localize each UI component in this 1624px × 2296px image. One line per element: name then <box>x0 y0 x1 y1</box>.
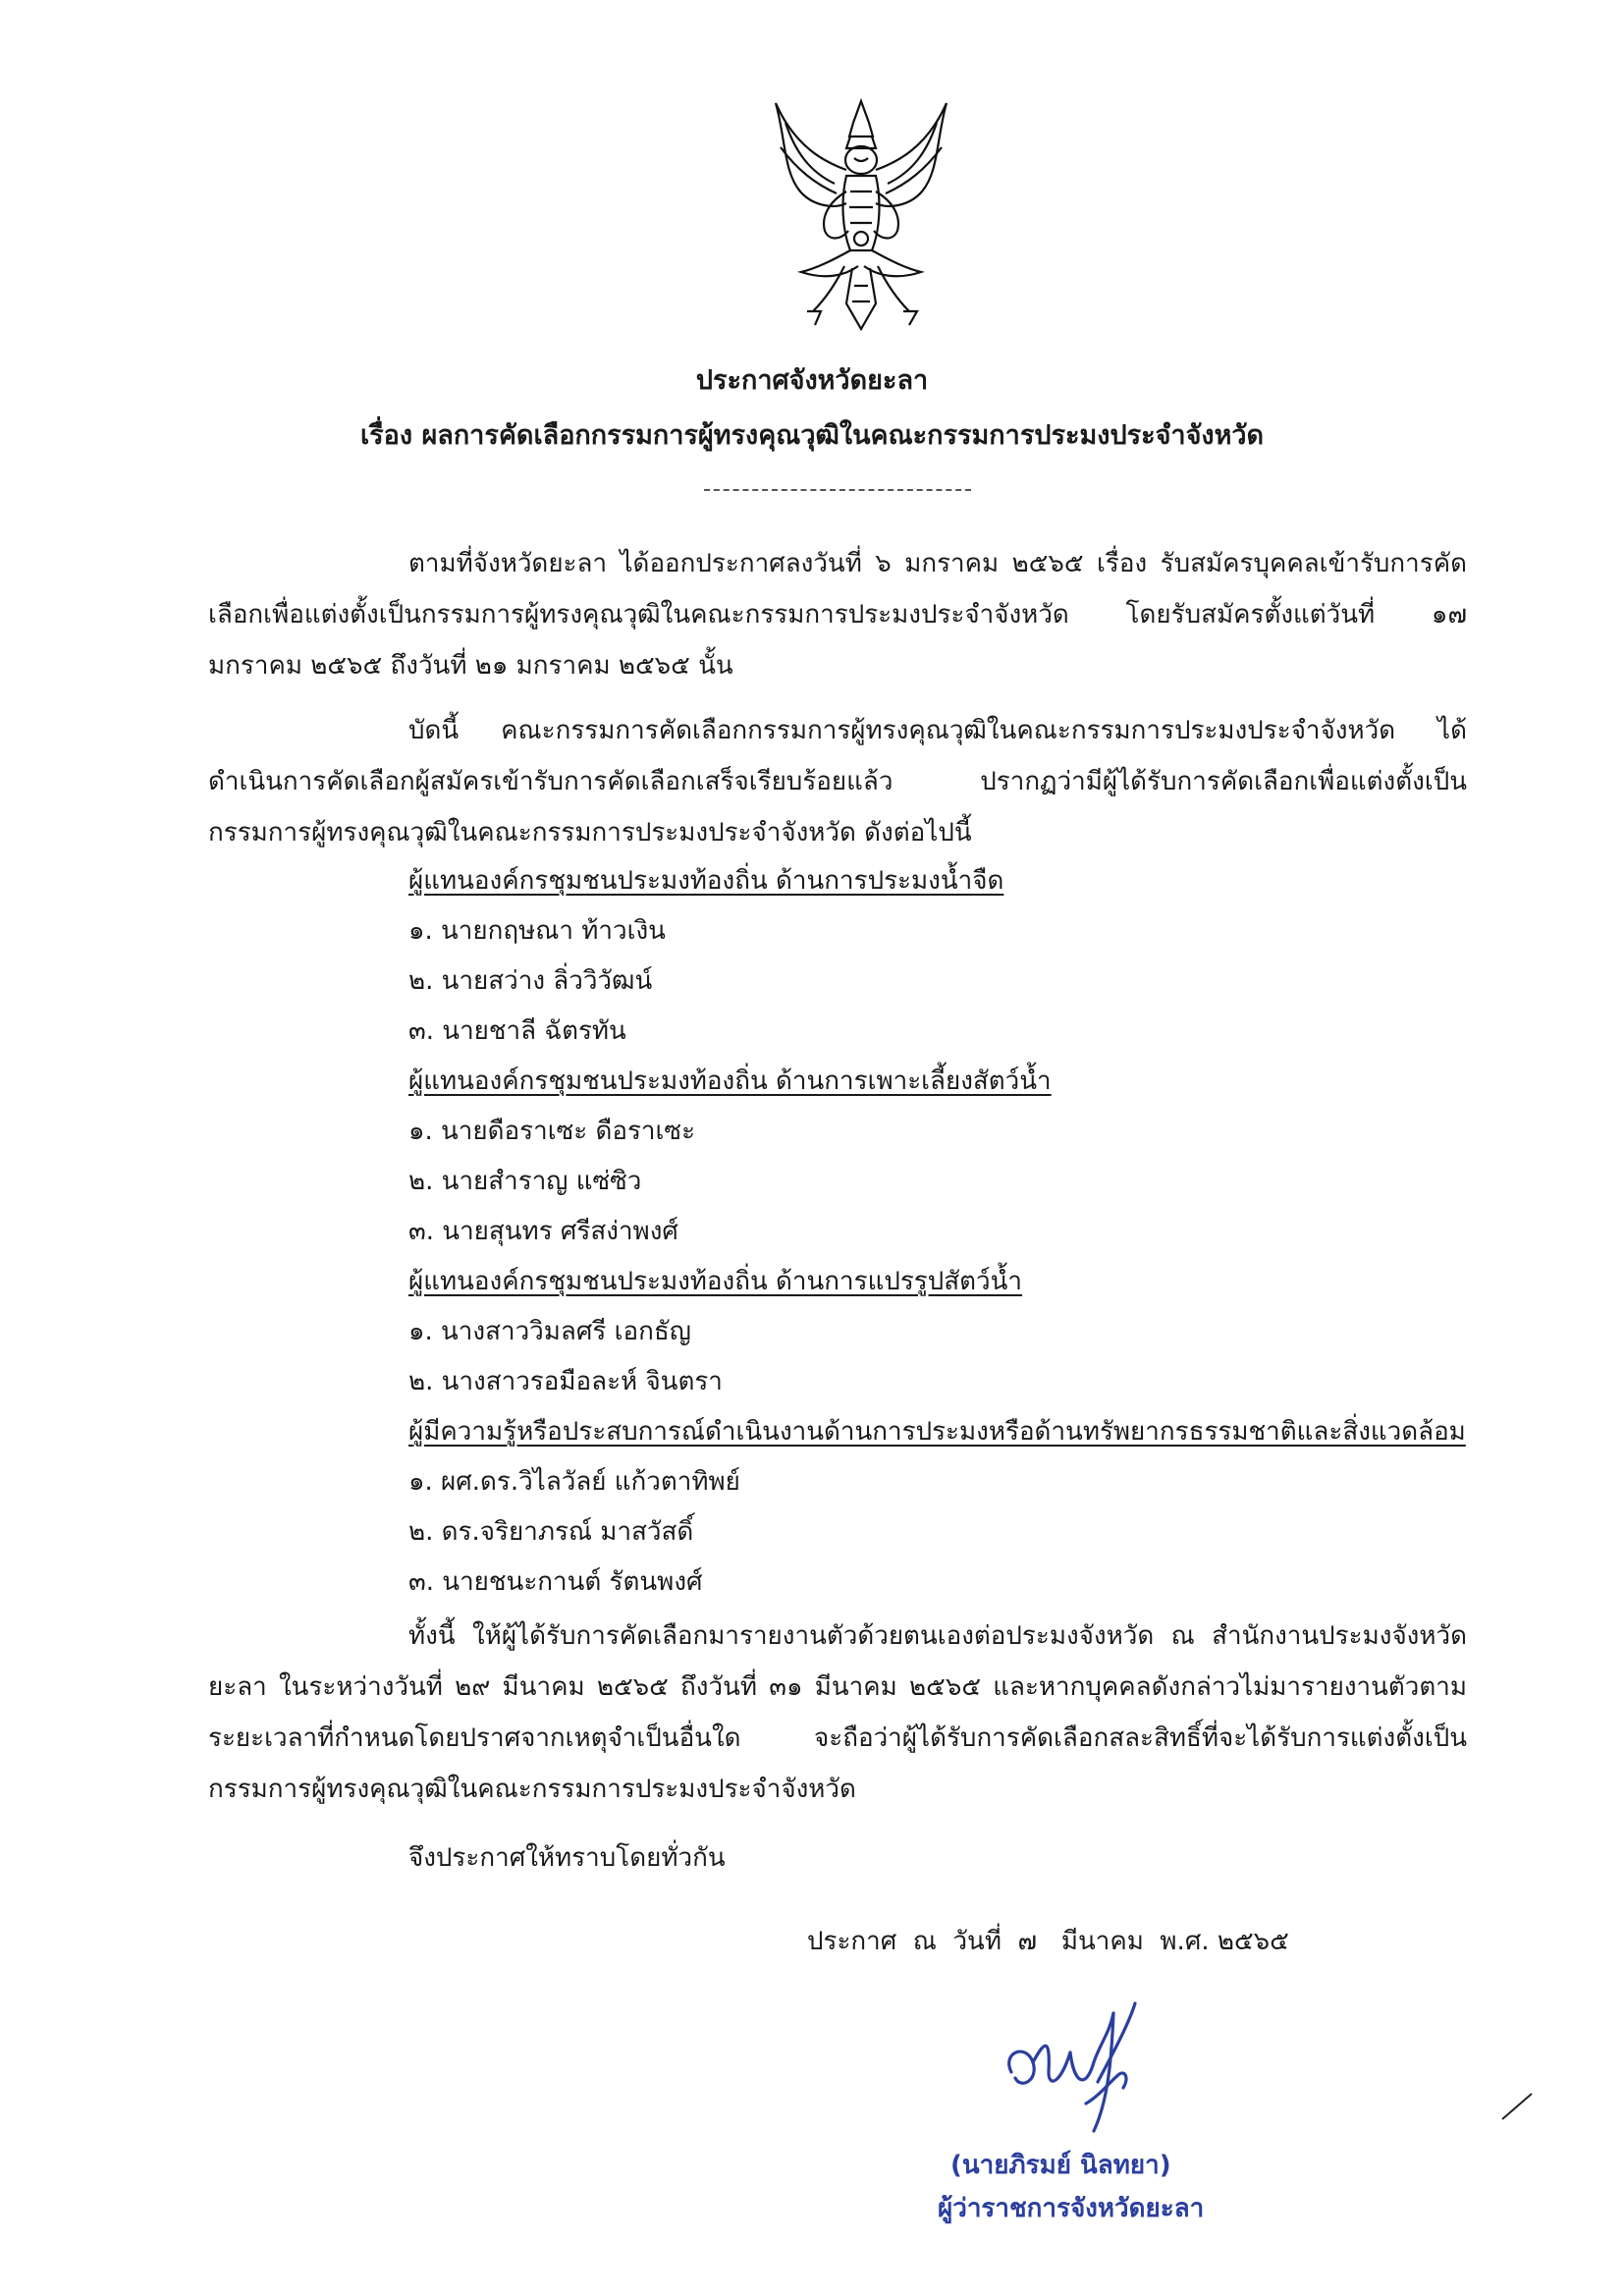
paragraph-report-text: ทั้งนี้ ให้ผู้ได้รับการคัดเลือกมารายงานตัวด้วยตนเองต่อประมงจังหวัด ณ สำนักงานประมงจังหวัดยะลา ในระหว่างวันที่ ๒๙ มีนาคม ๒๕๖๕ ถึงวันที่ ๓๑ มีนาคม ๒๕๖๕ และหากบุคคลดังกล่าวไม่มารายงานตัวตามระยะเวลาที่กำหนดโดยปราศจากเหตุจำเป็นอื่นใด จะถือว่าผู้ได้รับการคัดเลือกสละสิทธิ์ที่จะได้รับการแต่งตั้งเป็นกรรมการผู้ทรงคุณวุฒิในคณะกรรมการประมงประจำจังหวัด <box>208 1621 1467 1804</box>
list-item: ๑. ผศ.ดร.วิไลวัลย์ แก้วตาทิพย์ <box>408 1467 740 1497</box>
list-item: ๒. นายสำราญ แซ่ซิว <box>408 1167 642 1196</box>
list-item: ๑. นางสาววิมลศรี เอกธัญ <box>408 1317 691 1346</box>
stray-pen-mark <box>1500 2092 1534 2121</box>
selected-committee-list <box>408 856 1489 1608</box>
list-item: ๒. นายสว่าง ลิ่ววิวัฒน์ <box>408 966 653 996</box>
signer-title: ผู้ว่าราชการจังหวัดยะลา <box>938 2194 1205 2223</box>
closing-statement: จึงประกาศให้ทราบโดยทั่วกัน <box>408 1843 726 1873</box>
list-item: ๑. นายดือราเซะ ดือราเซะ <box>408 1117 696 1146</box>
paragraph-intro-text: ตามที่จังหวัดยะลา ได้ออกประกาศลงวันที่ ๖ มกราคม ๒๕๖๕ เรื่อง รับสมัครบุคคลเข้ารับการคัดเลือกเพื่อแต่งตั้งเป็นกรรมการผู้ทรงคุณวุฒิในคณะกรรมการประมงประจำจังหวัด โดยรับสมัครตั้งแต่วันที่ ๑๗ มกราคม ๒๕๖๕ ถึงวันที่ ๒๑ มกราคม ๒๕๖๕ นั้น <box>208 549 1467 681</box>
announcement-subject: เรื่อง ผลการคัดเลือกกรรมการผู้ทรงคุณวุฒิในคณะกรรมการประมงประจำจังหวัด <box>359 420 1265 451</box>
list-item: ๓. นายชาลี ฉัตรทัน <box>408 1016 626 1046</box>
garuda-emblem-icon <box>756 93 966 339</box>
announcement-date: ประกาศ ณ วันที่ ๗ มีนาคม พ.ศ. ๒๕๖๕ <box>807 1927 1289 1956</box>
group-heading: ผู้แทนองค์กรชุมชนประมงท้องถิ่น ด้านการประมงน้ำจืด <box>408 866 1004 896</box>
list-item: ๑. นายกฤษณา ท้าวเงิน <box>408 916 666 946</box>
list-item: ๒. นางสาวรอมือละห์ จินตรา <box>408 1367 723 1396</box>
signer-name: (นายภิรมย์ นิลทยา) <box>950 2151 1171 2180</box>
paragraph-result <box>208 705 1467 858</box>
title-divider <box>704 489 971 491</box>
group-heading: ผู้แทนองค์กรชุมชนประมงท้องถิ่น ด้านการแปรรูปสัตว์น้ำ <box>408 1267 1023 1296</box>
paragraph-intro <box>208 538 1467 691</box>
paragraph-report-instructions <box>208 1611 1467 1815</box>
paragraph-result-text: บัดนี้ คณะกรรมการคัดเลือกกรรมการผู้ทรงคุณวุฒิในคณะกรรมการประมงประจำจังหวัด ได้ดำเนินการคัดเลือกผู้สมัครเข้ารับการคัดเลือกเสร็จเรียบร้อยแล้ว ปรากฏว่ามีผู้ได้รับการคัดเลือกเพื่อแต่งตั้งเป็นกรรมการผู้ทรงคุณวุฒิในคณะกรรมการประมงประจำจังหวัด ดังต่อไปนี้ <box>208 716 1467 847</box>
announcement-title: ประกาศจังหวัดยะลา <box>695 365 929 396</box>
list-item: ๓. นายสุนทร ศรีสง่าพงศ์ <box>408 1217 678 1246</box>
handwritten-signature <box>992 1994 1227 2141</box>
list-item: ๓. นายชนะกานต์ รัตนพงศ์ <box>408 1567 703 1597</box>
group-heading: ผู้แทนองค์กรชุมชนประมงท้องถิ่น ด้านการเพาะเลี้ยงสัตว์น้ำ <box>408 1066 1052 1096</box>
list-item: ๒. ดร.จริยาภรณ์ มาสวัสดิ์ <box>408 1517 694 1547</box>
group-heading: ผู้มีความรู้หรือประสบการณ์ดำเนินงานด้านการประมงหรือด้านทรัพยากรธรรมชาติและสิ่งแวดล้อม <box>408 1417 1466 1447</box>
